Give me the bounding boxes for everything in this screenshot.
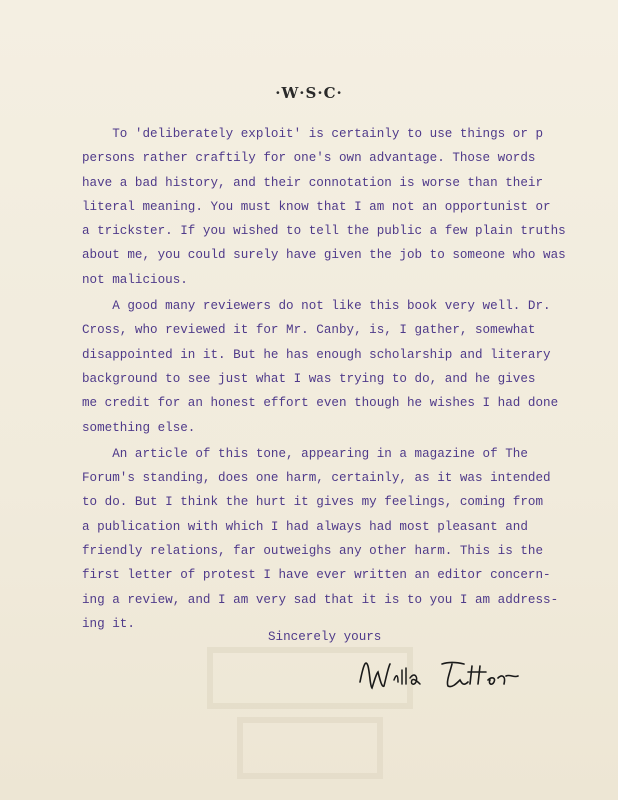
text-line: An article of this tone, appearing in a magazine of The — [82, 446, 528, 461]
text-line: to do. But I think the hurt it gives my feelings, coming from — [82, 495, 544, 510]
text-line: disappointed in it. But he has enough scholarship and literary — [82, 347, 551, 362]
letter-body — [82, 122, 566, 636]
text-line: me credit for an honest effort even though he wishes I had done — [82, 396, 559, 411]
text-line: ing a review, and I am very sad that it is to you I am address- — [82, 592, 559, 607]
text-line: about me, you could surely have given the job to someone who was — [82, 248, 566, 263]
text-line: background to see just what I was trying to do, and he gives — [82, 371, 536, 386]
text-line: not malicious. — [82, 272, 188, 287]
text-line: something else. — [82, 420, 196, 435]
text-line: a publication with which I had always had most pleasant and — [82, 519, 528, 534]
text-line: Cross, who reviewed it for Mr. Canby, is, I gather, somewhat — [82, 323, 536, 338]
text-line: literal meaning. You must know that I am not an opportunist or — [82, 199, 551, 214]
text-line: a trickster. If you wished to tell the public a few plain truths — [82, 224, 566, 239]
text-line: first letter of protest I have ever written an editor concern- — [82, 568, 551, 583]
closing-line: Sincerely yours — [268, 630, 382, 644]
text-line: Forum's standing, does one harm, certainly, as it was intended — [82, 471, 551, 486]
letterhead-monogram: ·W·S·C· — [275, 84, 343, 102]
text-line: To 'deliberately exploit' is certainly to use things or p — [82, 127, 544, 141]
text-line: persons rather craftily for one's own advantage. Those words — [82, 151, 536, 166]
paragraph-2 — [82, 294, 559, 440]
handwritten-signature — [356, 652, 526, 696]
text-line: friendly relations, far outweighs any other harm. This is the — [82, 544, 544, 559]
text-line: ing it. — [82, 616, 135, 631]
paragraph-1 — [82, 122, 566, 292]
paragraph-3 — [82, 442, 559, 636]
text-line: A good many reviewers do not like this book very well. Dr. — [82, 299, 551, 314]
text-line: have a bad history, and their connotation is worse than their — [82, 175, 544, 190]
